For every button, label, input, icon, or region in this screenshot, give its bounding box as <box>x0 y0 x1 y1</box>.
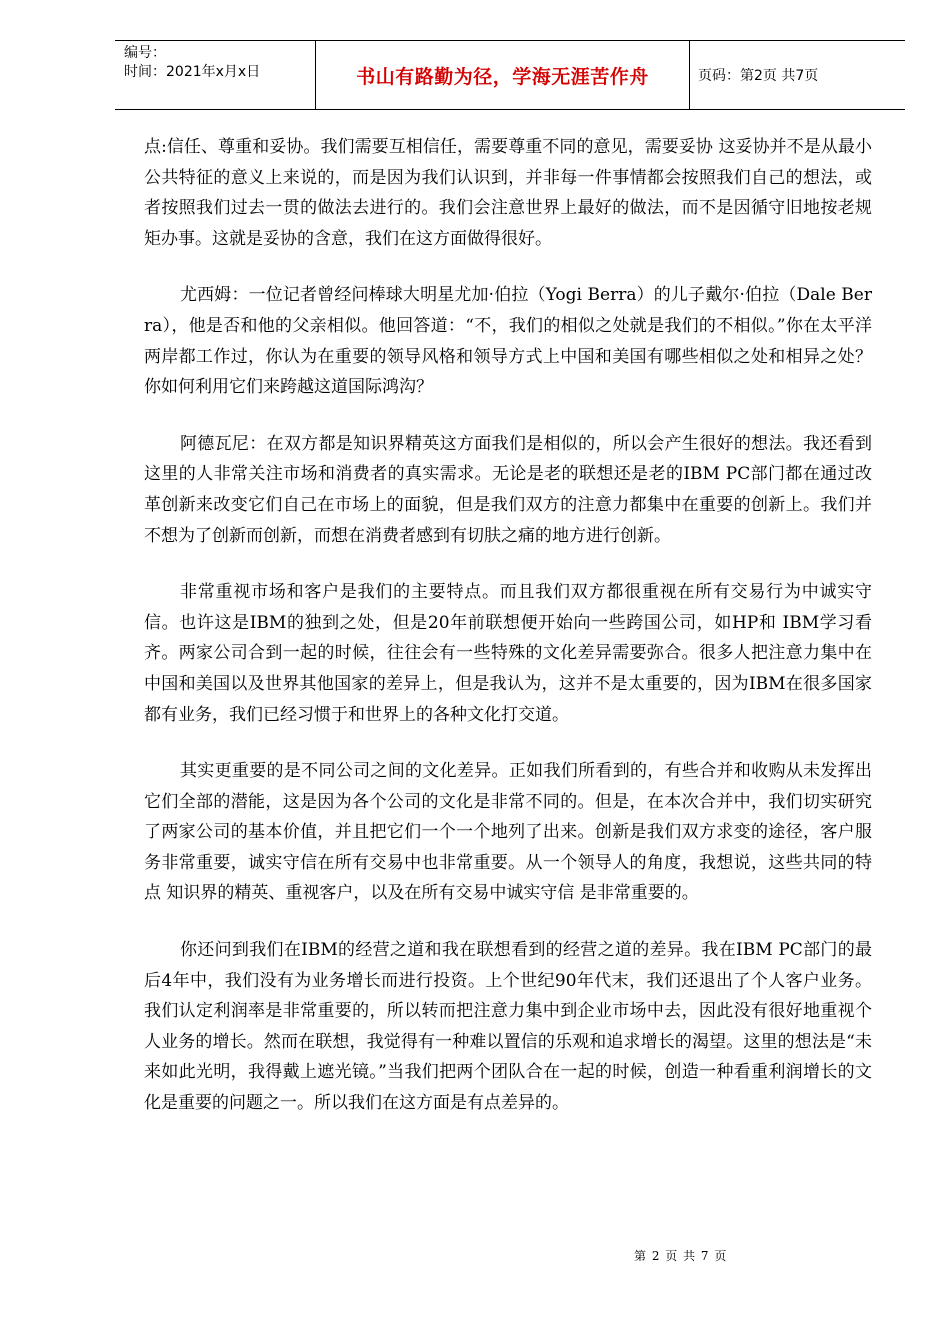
document-body <box>144 132 872 1145</box>
header-motto: 书山有路勤为径，学海无涯苦作舟 <box>316 41 690 109</box>
paragraph: 尤西姆：一位记者曾经问棒球大明星尤加·伯拉（Yogi Berra）的儿子戴尔·伯拉（Dale Berra），他是否和他的父亲相似。他回答道：“不，我们的相似之处就是我们的不相似。”你在太平洋两岸都工作过，你认为在重要的领导风格和领导方式上中国和美国有哪些相似之处和相异之处？你如何利用它们来跨越这道国际鸿沟？ <box>144 285 872 398</box>
document-number: 编号： <box>124 45 166 61</box>
paragraph: 其实更重要的是不同公司之间的文化差异。正如我们所看到的，有些合并和收购从未发挥出它们全部的潜能，这是因为各个公司的文化是非常不同的。但是，在本次合并中，我们切实研究了两家公司的基本价值，并且把它们一个一个地列了出来。创新是我们双方求变的途径，客户服务非常重要，诚实守信在所有交易中也非常重要。从一个领导人的角度，我想说，这些共同的特点 知识界的精英、重视客户，以及在所有交易中诚实守信 是非常重要的。 <box>144 761 872 904</box>
paragraph: 阿德瓦尼：在双方都是知识界精英这方面我们是相似的，所以会产生很好的想法。我还看到这里的人非常关注市场和消费者的真实需求。无论是老的联想还是老的IBM PC部门都在通过改革创新来改变它们自己在市场上的面貌，但是我们双方的注意力都集中在重要的创新上。我们并不想为了创新而创新，而想在消费者感到有切肤之痛的地方进行创新。 <box>144 433 872 546</box>
header-meta <box>115 41 316 109</box>
document-date: 时间：2021年x月x日 <box>124 64 261 80</box>
paragraph: 点:信任、尊重和妥协。我们需要互相信任，需要尊重不同的意见，需要妥协 这妥协并不是从最小公共特征的意义上来说的，而是因为我们认识到，并非每一件事情都会按照我们自己的想法，或者按照我们过去一贯的做法去进行的。我们会注意世界上最好的做法，而不是因循守旧地按老规矩办事。这就是妥协的含意，我们在这方面做得很好。 <box>144 137 872 249</box>
paragraph: 非常重视市场和客户是我们的主要特点。而且我们双方都很重视在所有交易行为中诚实守信。也许这是IBM的独到之处，但是20年前联想便开始向一些跨国公司，如HP和 IBM学习看齐。两家公司合到一起的时候，往往会有一些特殊的文化差异需要弥合。很多人把注意力集中在中国和美国以及世界其他国家的差异上，但是我认为，这并不是太重要的，因为IBM在很多国家都有业务，我们已经习惯于和世界上的各种文化打交道。 <box>144 582 872 725</box>
page-footer: 第 2 页 共 7 页 <box>634 1249 728 1263</box>
paragraph: 你还问到我们在IBM的经营之道和我在联想看到的经营之道的差异。我在IBM PC部门的最后4年中，我们没有为业务增长而进行投资。上个世纪90年代末，我们还退出了个人客户业务。我们认定利润率是非常重要的，所以转而把注意力集中到企业市场中去，因此没有很好地重视个人业务的增长。然而在联想，我觉得有一种难以置信的乐观和追求增长的渴望。这里的想法是“未来如此光明，我得戴上遮光镜。”当我们把两个团队合在一起的时候，创造一种看重利润增长的文化是重要的问题之一。所以我们在这方面是有点差异的。 <box>144 940 872 1114</box>
page-header <box>115 40 905 110</box>
header-page-number: 页码：第2页 共7页 <box>698 68 819 84</box>
